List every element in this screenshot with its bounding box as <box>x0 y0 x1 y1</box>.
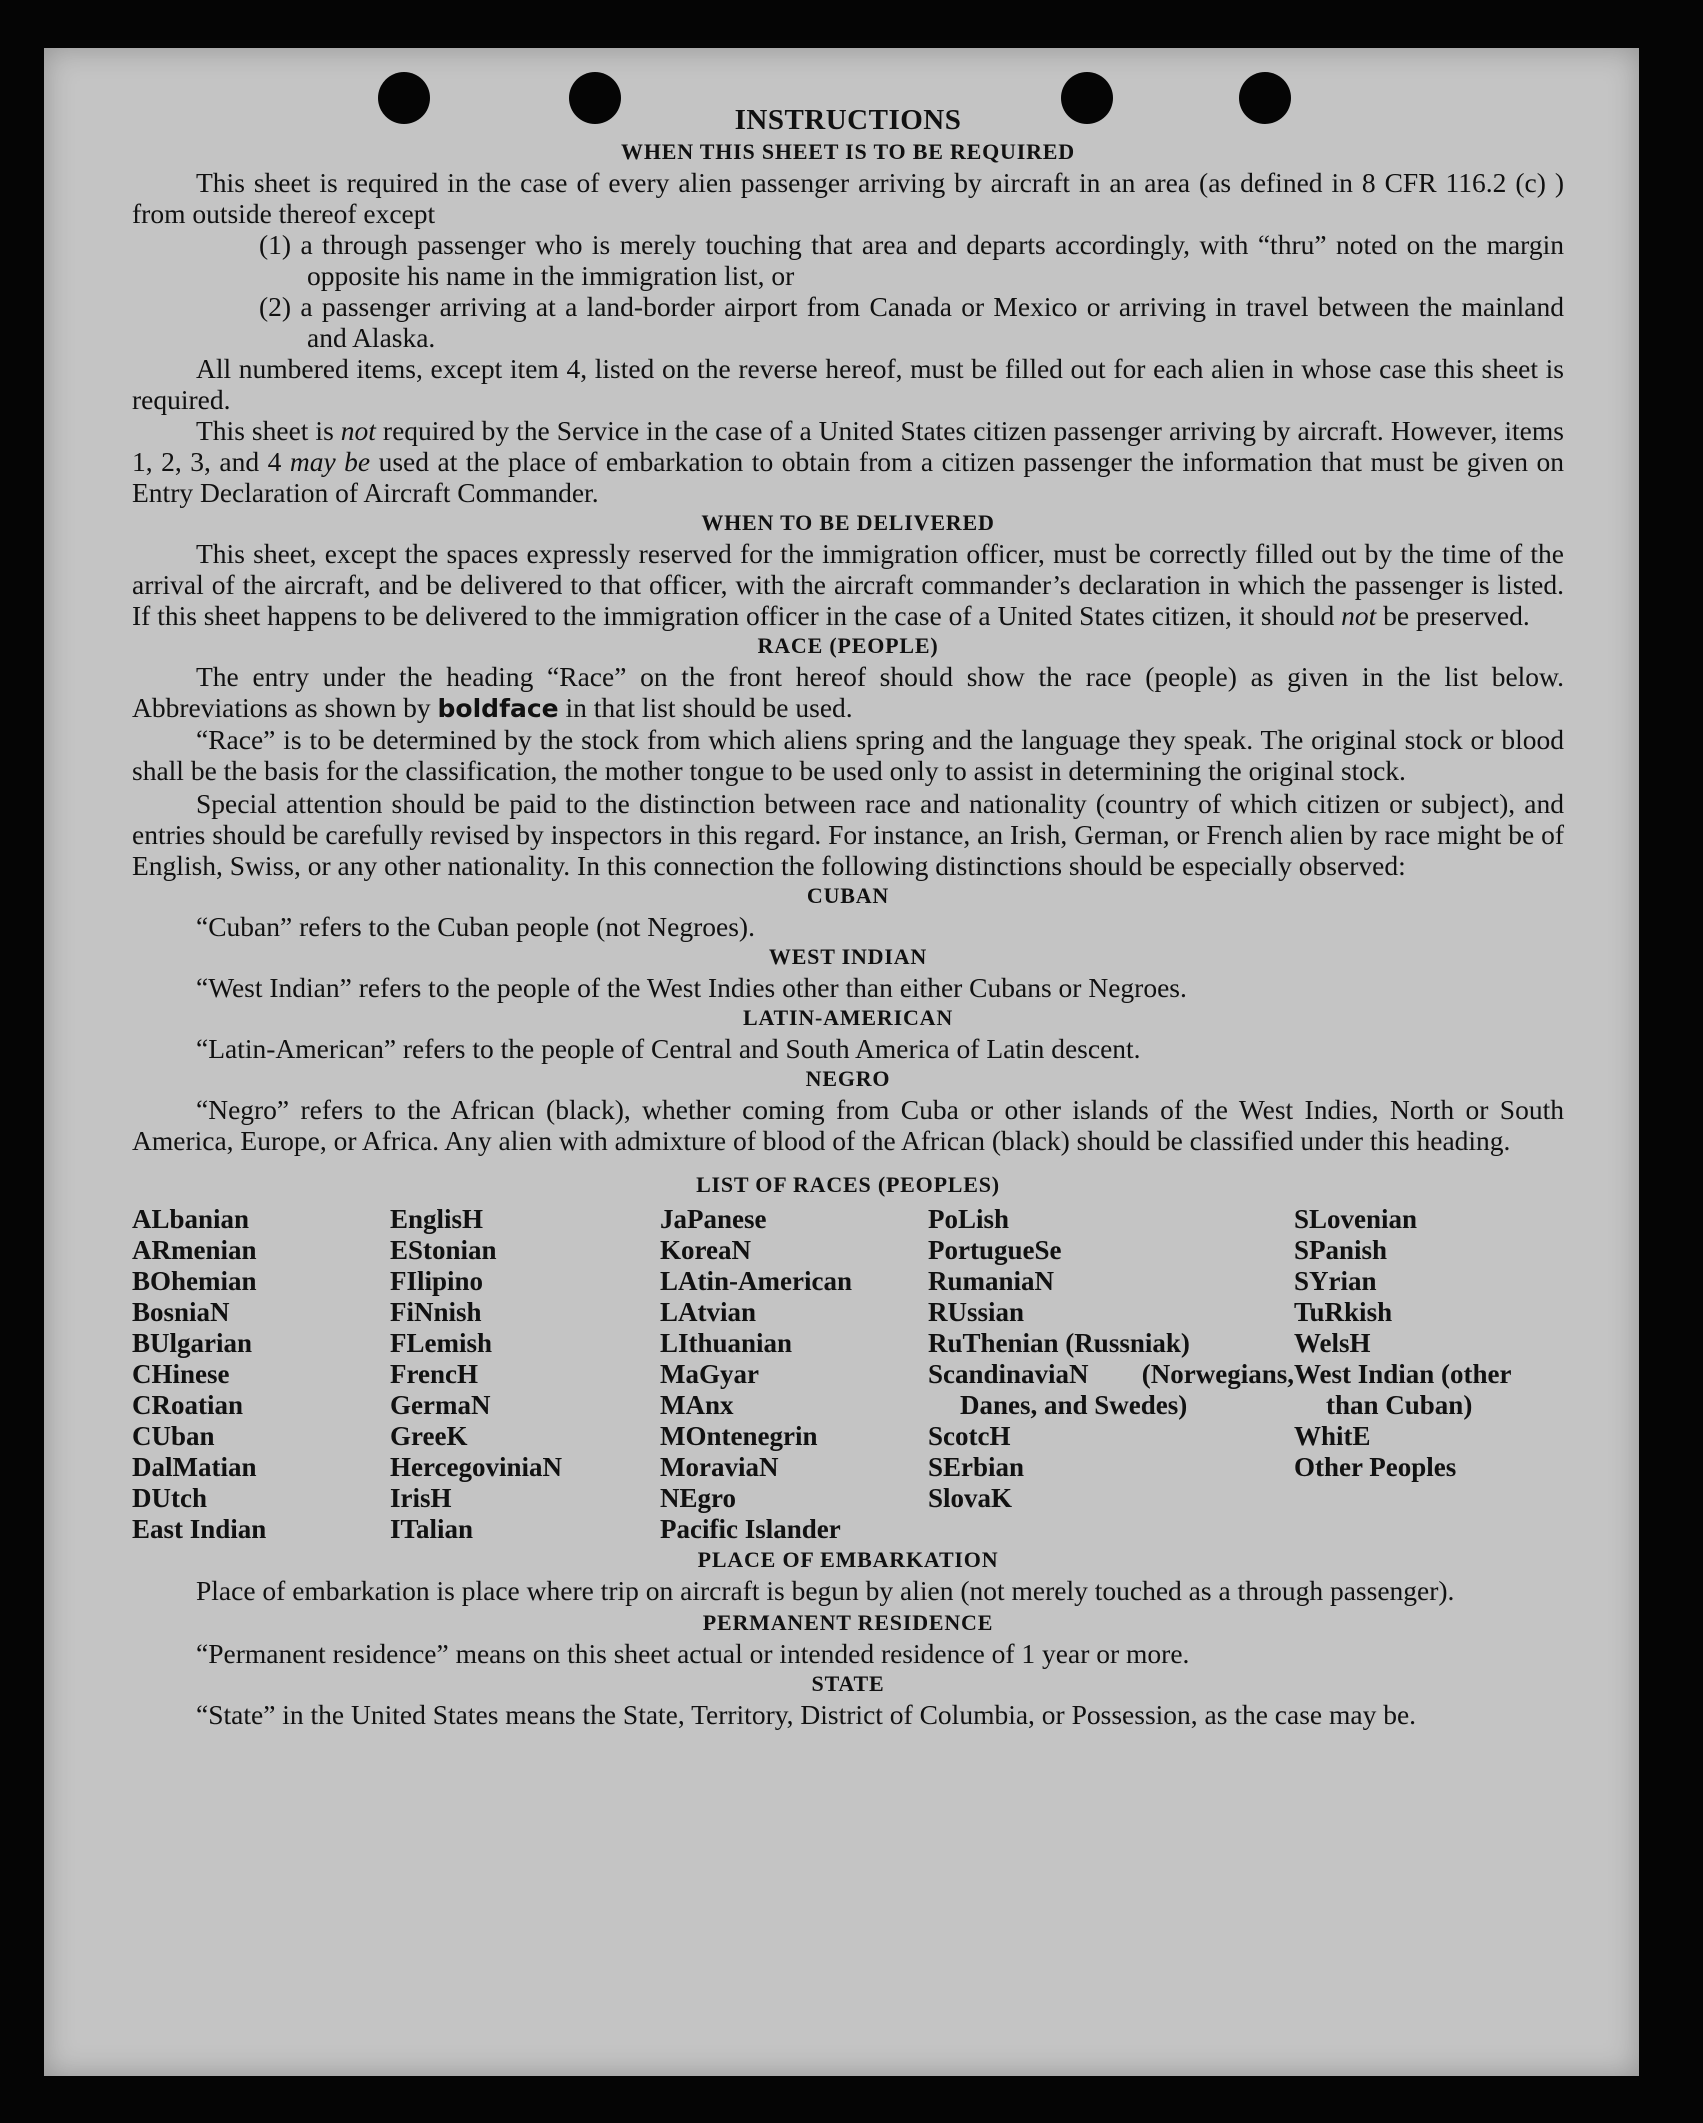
section-heading-required: WHEN THIS SHEET IS TO BE REQUIRED <box>621 139 1075 164</box>
races-column-2 <box>390 1204 660 1545</box>
section-heading-cuban: CUBAN <box>806 883 890 908</box>
races-column-5 <box>1294 1204 1564 1545</box>
race-entry: ARmenian <box>132 1235 257 1265</box>
race-entry: FrencH <box>390 1359 478 1389</box>
race-entry: BUlgarian <box>132 1328 253 1358</box>
race-entry: JaPanese <box>660 1204 767 1234</box>
race-entry: FIlipino <box>390 1266 484 1296</box>
race-entry: KoreaN <box>660 1235 751 1265</box>
emphasis-text: not <box>1341 600 1377 631</box>
text-run: This sheet is <box>196 415 341 446</box>
negro-definition: “Negro” refers to the African (black), whether coming from Cuba or other islands of the West Indies, North or South America, Europe, or Africa. Any alien with admixture of blood of the African (black) should be classified under this heading. <box>132 1094 1564 1156</box>
race-entry: MOntenegrin <box>660 1421 818 1451</box>
required-intro: This sheet is required in the case of every alien passenger arriving by aircraft in an area (as defined in 8 CFR 116.2 (c) ) from outside thereof except <box>132 167 1564 229</box>
race-entry: RumaniaN <box>928 1266 1055 1296</box>
emphasis-text: not <box>340 415 376 446</box>
race-entry: WhitE <box>1294 1421 1371 1451</box>
races-column-1 <box>132 1204 390 1545</box>
race-entry: HercegoviniaN <box>390 1452 562 1482</box>
instructions-content <box>132 103 1564 1730</box>
race-entry: LAtin-American <box>660 1266 852 1296</box>
race-entry: RuThenian (Russniak) <box>928 1328 1190 1358</box>
race-entry: GreeK <box>390 1421 468 1451</box>
state-definition: “State” in the United States means the State, Territory, District of Columbia, or Possession, as the case may be. <box>196 1699 1417 1730</box>
section-heading-races-list: LIST OF RACES (PEOPLES) <box>696 1172 1000 1197</box>
race-entry: WelsH <box>1294 1328 1371 1358</box>
race-entry: CHinese <box>132 1359 230 1389</box>
race-entry: ScandinaviaN (Norwegians, Danes, and Swedes) <box>928 1359 1294 1420</box>
exception-item-2: (2) a passenger arriving at a land-border airport from Canada or Mexico or arriving in travel between the mainland and Alaska. <box>259 291 1564 353</box>
exception-list <box>259 229 1564 353</box>
text-run: used at the place of embarkation to obtain from a citizen passenger the information that must be given on Entry Declaration of Aircraft Commander. <box>132 446 1564 508</box>
text-run: This sheet, except the spaces expressly reserved for the immigration officer, must be correctly filled out by the time of the arrival of the aircraft, and be delivered to that officer, with the aircraft commander’s declaration in which the passenger is listed. If this sheet happens to be delivered to the immigration officer in the case of a United States citizen, it should <box>132 538 1564 631</box>
race-entry: BOhemian <box>132 1266 257 1296</box>
race-entry: NEgro <box>660 1483 737 1513</box>
race-entry: DalMatian <box>132 1452 257 1482</box>
race-entry: West Indian (other than Cuban) <box>1294 1359 1512 1420</box>
race-entry: BosniaN <box>132 1297 230 1327</box>
race-entry: ALbanian <box>132 1204 250 1234</box>
numbered-items-paragraph: All numbered items, except item 4, listed on the reverse hereof, must be filled out for each alien in whose case this sheet is required. <box>132 353 1564 415</box>
race-entry: DUtch <box>132 1483 207 1513</box>
section-heading-negro: NEGRO <box>805 1066 891 1091</box>
race-entry: TuRkish <box>1294 1297 1393 1327</box>
section-heading-latin-american: LATIN-AMERICAN <box>742 1005 954 1030</box>
residence-definition: “Permanent residence” means on this sheet actual or intended residence of 1 year or more. <box>196 1638 1190 1669</box>
text-run: be preserved. <box>1376 600 1530 631</box>
cuban-definition: “Cuban” refers to the Cuban people (not Negroes). <box>196 911 755 942</box>
section-heading-embarkation: PLACE OF EMBARKATION <box>697 1547 999 1572</box>
race-entry: SPanish <box>1294 1235 1388 1265</box>
race-entry: EnglisH <box>390 1204 484 1234</box>
race-entry: GermaN <box>390 1390 491 1420</box>
race-entry: East Indian <box>132 1514 267 1544</box>
race-entry: LIthuanian <box>660 1328 793 1358</box>
race-paragraph-2: “Race” is to be determined by the stock from which aliens spring and the language they speak. The original stock or blood shall be the basis for the classification, the mother tongue to be used only to assist in determining the original stock. <box>132 724 1564 786</box>
race-entry: SlovaK <box>928 1483 1013 1513</box>
races-column-4 <box>928 1204 1294 1545</box>
boldface-sample: boldface <box>437 694 559 723</box>
race-entry: EStonian <box>390 1235 497 1265</box>
race-entry: RUssian <box>928 1297 1025 1327</box>
embarkation-definition: Place of embarkation is place where trip on aircraft is begun by alien (not merely touched as a through passenger). <box>196 1575 1455 1606</box>
west-indian-definition: “West Indian” refers to the people of the West Indies other than either Cubans or Negroes. <box>196 972 1187 1003</box>
race-entry: SYrian <box>1294 1266 1377 1296</box>
race-paragraph-3: Special attention should be paid to the distinction between race and nationality (country of which citizen or subject), and entries should be carefully revised by inspectors in this regard. For instance, an Irish, German, or French alien by race might be of English, Swiss, or any other nationality. In this connection the following distinctions should be especially observed: <box>132 788 1564 881</box>
race-entry: MaGyar <box>660 1359 759 1389</box>
race-entry: CUban <box>132 1421 215 1451</box>
race-entry: CRoatian <box>132 1390 244 1420</box>
race-entry: MoraviaN <box>660 1452 779 1482</box>
race-paragraph-1 <box>132 661 1564 724</box>
text-run: required by the Service in the case of a United States citizen passenger arriving by aircraft. However, items 1, 2, 3, and 4 <box>132 415 1564 477</box>
delivered-paragraph <box>132 538 1564 631</box>
emphasis-text: may be <box>289 446 371 477</box>
race-entry: SErbian <box>928 1452 1025 1482</box>
race-entry: FiNnish <box>390 1297 482 1327</box>
section-heading-delivered: WHEN TO BE DELIVERED <box>701 510 995 535</box>
race-entry: PoLish <box>928 1204 1010 1234</box>
race-entry: SLovenian <box>1294 1204 1418 1234</box>
race-entry: ScotcH <box>928 1421 1011 1451</box>
exception-item-1: (1) a through passenger who is merely touching that area and departs accordingly, with “thru” noted on the margin opposite his name in the immigration list, or <box>259 229 1564 291</box>
races-list <box>132 1204 1564 1545</box>
race-entry: FLemish <box>390 1328 493 1358</box>
race-entry: MAnx <box>660 1390 734 1420</box>
race-entry: Pacific Islander <box>660 1514 841 1544</box>
race-entry: Other Peoples <box>1294 1452 1457 1482</box>
races-column-3 <box>660 1204 928 1545</box>
race-entry: IrisH <box>390 1483 452 1513</box>
section-heading-west-indian: WEST INDIAN <box>768 944 928 969</box>
page-title: INSTRUCTIONS <box>734 104 962 136</box>
text-run: The entry under the heading “Race” on the front hereof should show the race (people) as given in the list below. Abbreviations as shown by <box>132 661 1564 723</box>
latin-american-definition: “Latin-American” refers to the people of Central and South America of Latin descent. <box>196 1033 1141 1064</box>
race-entry: PortugueSe <box>928 1235 1062 1265</box>
section-heading-race: RACE (PEOPLE) <box>757 633 939 658</box>
document-page <box>44 48 1639 2076</box>
race-entry: ITalian <box>390 1514 474 1544</box>
section-heading-state: STATE <box>811 1671 885 1696</box>
text-run: in that list should be used. <box>558 692 853 723</box>
citizen-paragraph <box>132 415 1564 508</box>
section-heading-residence: PERMANENT RESIDENCE <box>702 1610 994 1635</box>
race-entry: LAtvian <box>660 1297 757 1327</box>
